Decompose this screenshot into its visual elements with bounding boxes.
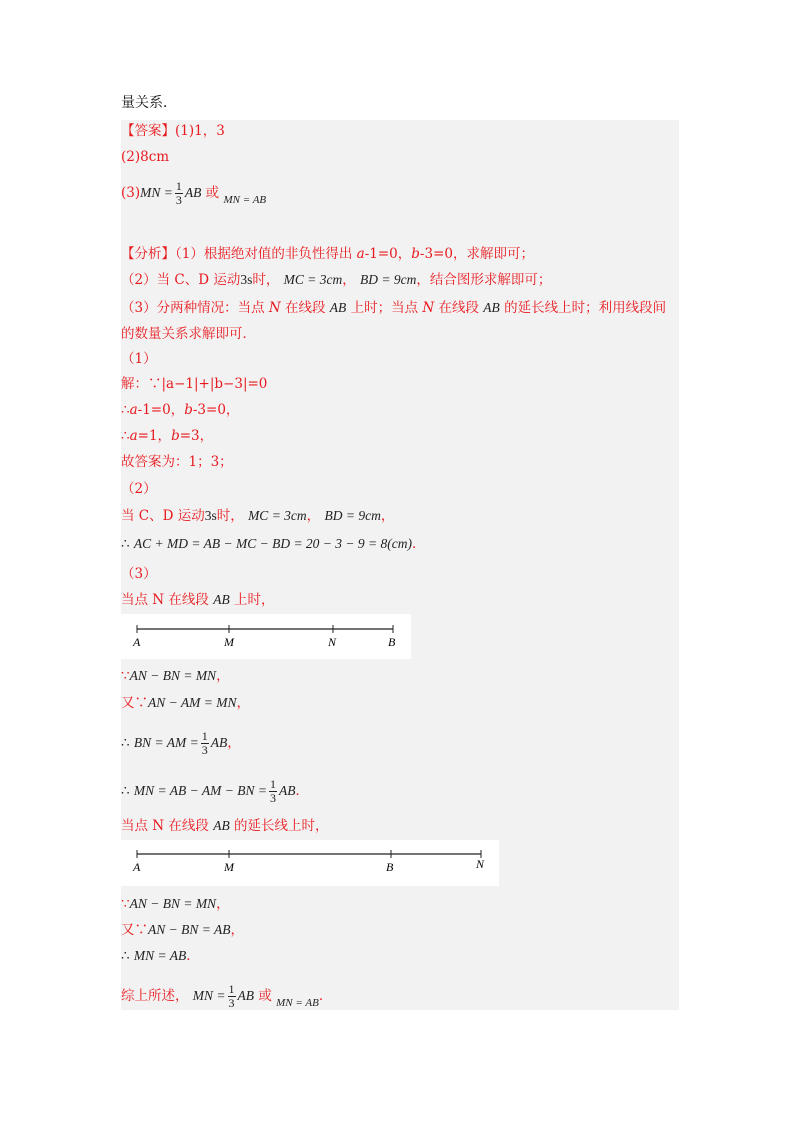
part1-line-1: 解：∵|a−1|+|b−3|=0 [121,376,268,392]
part1-line-3: ∴a=1，b=3， [121,428,214,444]
summary-line: 综上所述， MN = $\frac{1}{3}$ AB 或 $_{MN = AB}$． [121,982,333,1010]
figure-case-1 [121,614,411,659]
part2-heading: （2） [121,481,157,497]
analysis-line-4: 的数量关系求解即可． [121,326,256,342]
part2-line-2: ∴ AC + MD = AB − MC − BD = 20 − 3 − 9 = 8(cm)． [121,536,426,552]
intro-text: 量关系． [121,95,177,111]
part2-line-1: 当 C、D 运动3s时， MC = 3cm， BD = 9cm， [121,508,395,524]
analysis-line-2: （2）当 C、D 运动3s时， MC = 3cm， BD = 9cm，结合图形求解即可； [121,272,552,288]
answer-part3: (3)MN = $\frac{1}{3}$ AB 或 $_{MN = AB}$ [121,179,267,207]
part1-line-2: ∴a-1=0，b-3=0， [121,402,240,418]
case1-line-4: ∴ MN = AB − AM − BN = $\frac{1}{3}$ AB． [121,777,309,805]
case2-line-2: 又∵AN − BN = AB， [121,922,244,938]
case1-line-3: ∴ BN = AM = $\frac{1}{3}$ AB， [121,729,241,757]
part3-heading: （3） [121,566,157,582]
part1-heading: （1） [121,351,157,367]
case2-heading: 当点 N 在线段 AB 的延长线上时， [121,818,329,834]
label-n: N [476,857,485,871]
label-a: A [133,635,141,649]
fraction: $\frac{1}{3}$ [201,729,208,757]
analysis-line-3: （3）分两种情况：当点 N 在线段 AB 上时；当点 N 在线段 AB 的延长线上时；利用线段间 [121,300,667,316]
case1-line-1: ∵AN − BN = MN， [121,668,230,684]
answer-label: 【答案】(1)1，3 [121,123,225,139]
case2-line-3: ∴ MN = AB． [121,948,200,964]
part1-answer: 故答案为：1；3； [121,454,233,470]
label-m: M [224,860,234,874]
label-b: B [388,635,396,649]
analysis-line-1: 【分析】（1）根据绝对值的非负性得出 a-1=0，b-3=0，求解即可； [121,246,534,262]
segment-diagram-1 [121,614,411,659]
label-n: N [328,635,337,649]
case1-line-2: 又∵AN − AM = MN， [121,695,250,711]
case2-line-1: ∵AN − BN = MN， [121,896,230,912]
label-b: B [386,860,394,874]
fraction: $\frac{1}{3}$ [269,777,276,805]
label-m: M [224,635,234,649]
fraction: $\frac{1}{3}$ [175,179,182,207]
segment-diagram-2 [121,840,499,886]
fraction: $\frac{1}{3}$ [228,982,235,1010]
case1-heading: 当点 N 在线段 AB 上时， [121,592,275,608]
figure-case-2 [121,840,499,886]
label-a: A [133,860,141,874]
answer-part2: (2)8cm [121,149,170,165]
